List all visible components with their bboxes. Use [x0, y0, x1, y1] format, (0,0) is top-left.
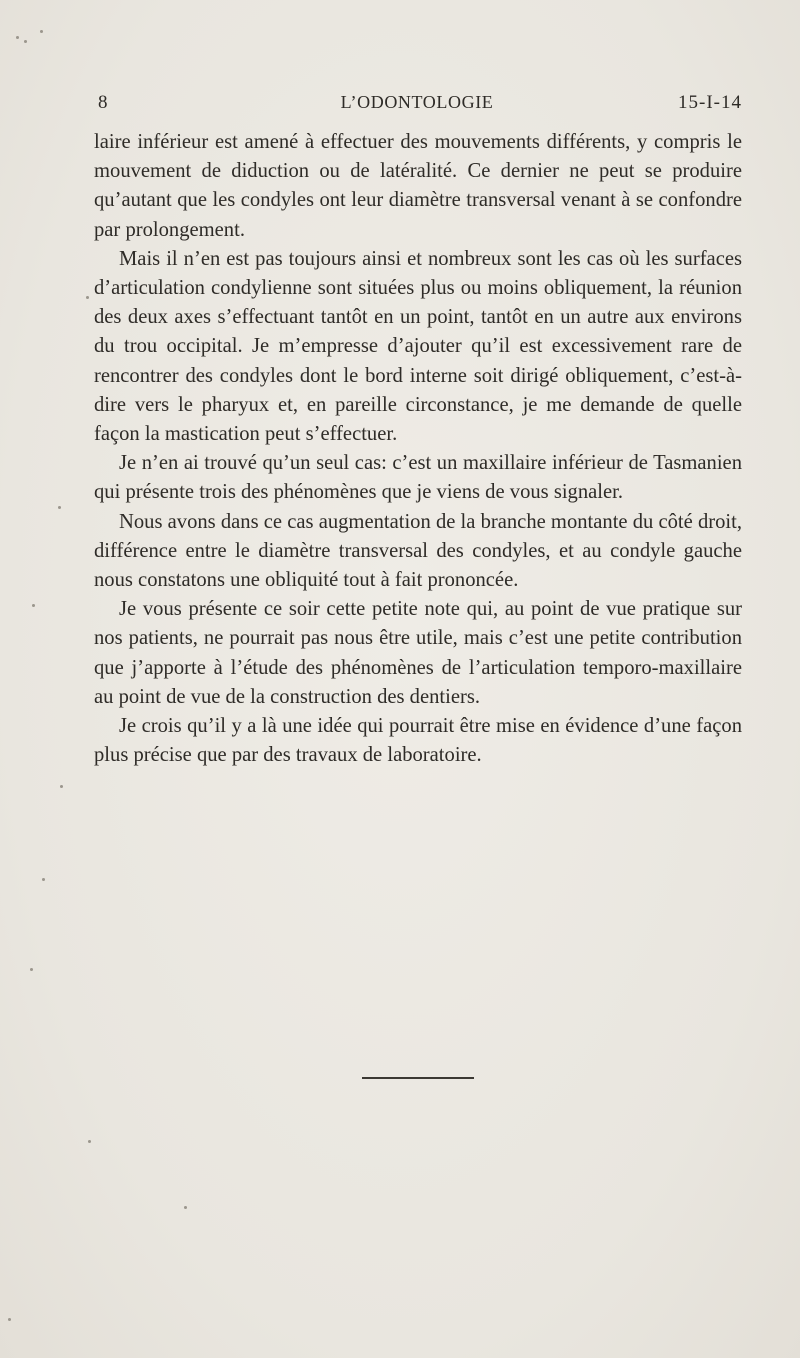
- paper-speck: [86, 296, 89, 299]
- paragraph: Je vous présente ce soir cette petite note qui, au point de vue pratique sur nos patients, ne pourrait pas nous être utile, mais c’est une petite contribution que j’apporte à l’étude des phénomènes de l’articulation temporo-maxillaire au point de vue de la construction des dentiers.: [94, 598, 742, 708]
- paper-speck: [184, 1206, 187, 1209]
- page-number: 8: [98, 92, 108, 113]
- running-title: L’ODONTOLOGIE: [340, 92, 494, 112]
- paper-speck: [58, 506, 61, 509]
- paragraph: Nous avons dans ce cas augmentation de la branche montante du côté droit, différence entre le diamètre transversal des condyles, et au condyle gauche nous constatons une obliquité tout à fait prononcée.: [94, 510, 742, 592]
- paragraph-continued: laire inférieur est amené à effectuer des mouvements différents, y compris le mouvement de diduction ou de latéralité. Ce dernier ne peut se produire qu’autant que les condyles ont leur diamètre transversal venant à se confondre par prolongement.: [94, 131, 742, 241]
- paper-speck: [16, 36, 19, 39]
- paper-speck: [30, 968, 33, 971]
- paper-speck: [32, 604, 35, 607]
- page-header: [92, 92, 742, 116]
- paper-speck: [60, 785, 63, 788]
- paragraph: Mais il n’en est pas toujours ainsi et nombreux sont les cas où les surfaces d’articulation condylienne sont situées plus ou moins obliquement, la réunion des deux axes s’effectuant tantôt en un point, tantôt en un autre aux environs du trou occipital. Je m’empresse d’ajouter qu’il est excessivement rare de rencontrer des condyles dont le bord interne soit dirigé obliquement, c’est-à-dire vers le pharyux et, en pareille circonstance, je me demande de quelle façon la mastication peut s’effectuer.: [94, 247, 742, 446]
- paper-speck: [24, 40, 27, 43]
- article-body: [94, 128, 742, 770]
- paper-speck: [40, 30, 43, 33]
- paragraph: Je n’en ai trouvé qu’un seul cas: c’est un maxillaire inférieur de Tasmanien qui présente trois des phénomènes que je viens de vous signaler.: [94, 452, 742, 504]
- paper-speck: [88, 1140, 91, 1143]
- closing-rule: [362, 1077, 474, 1079]
- paper-speck: [42, 878, 45, 881]
- paper-speck: [8, 1318, 11, 1321]
- issue-date: 15-I-14: [678, 92, 742, 113]
- paragraph: Je crois qu’il y a là une idée qui pourrait être mise en évidence d’une façon plus précise que par des travaux de laboratoire.: [94, 715, 742, 767]
